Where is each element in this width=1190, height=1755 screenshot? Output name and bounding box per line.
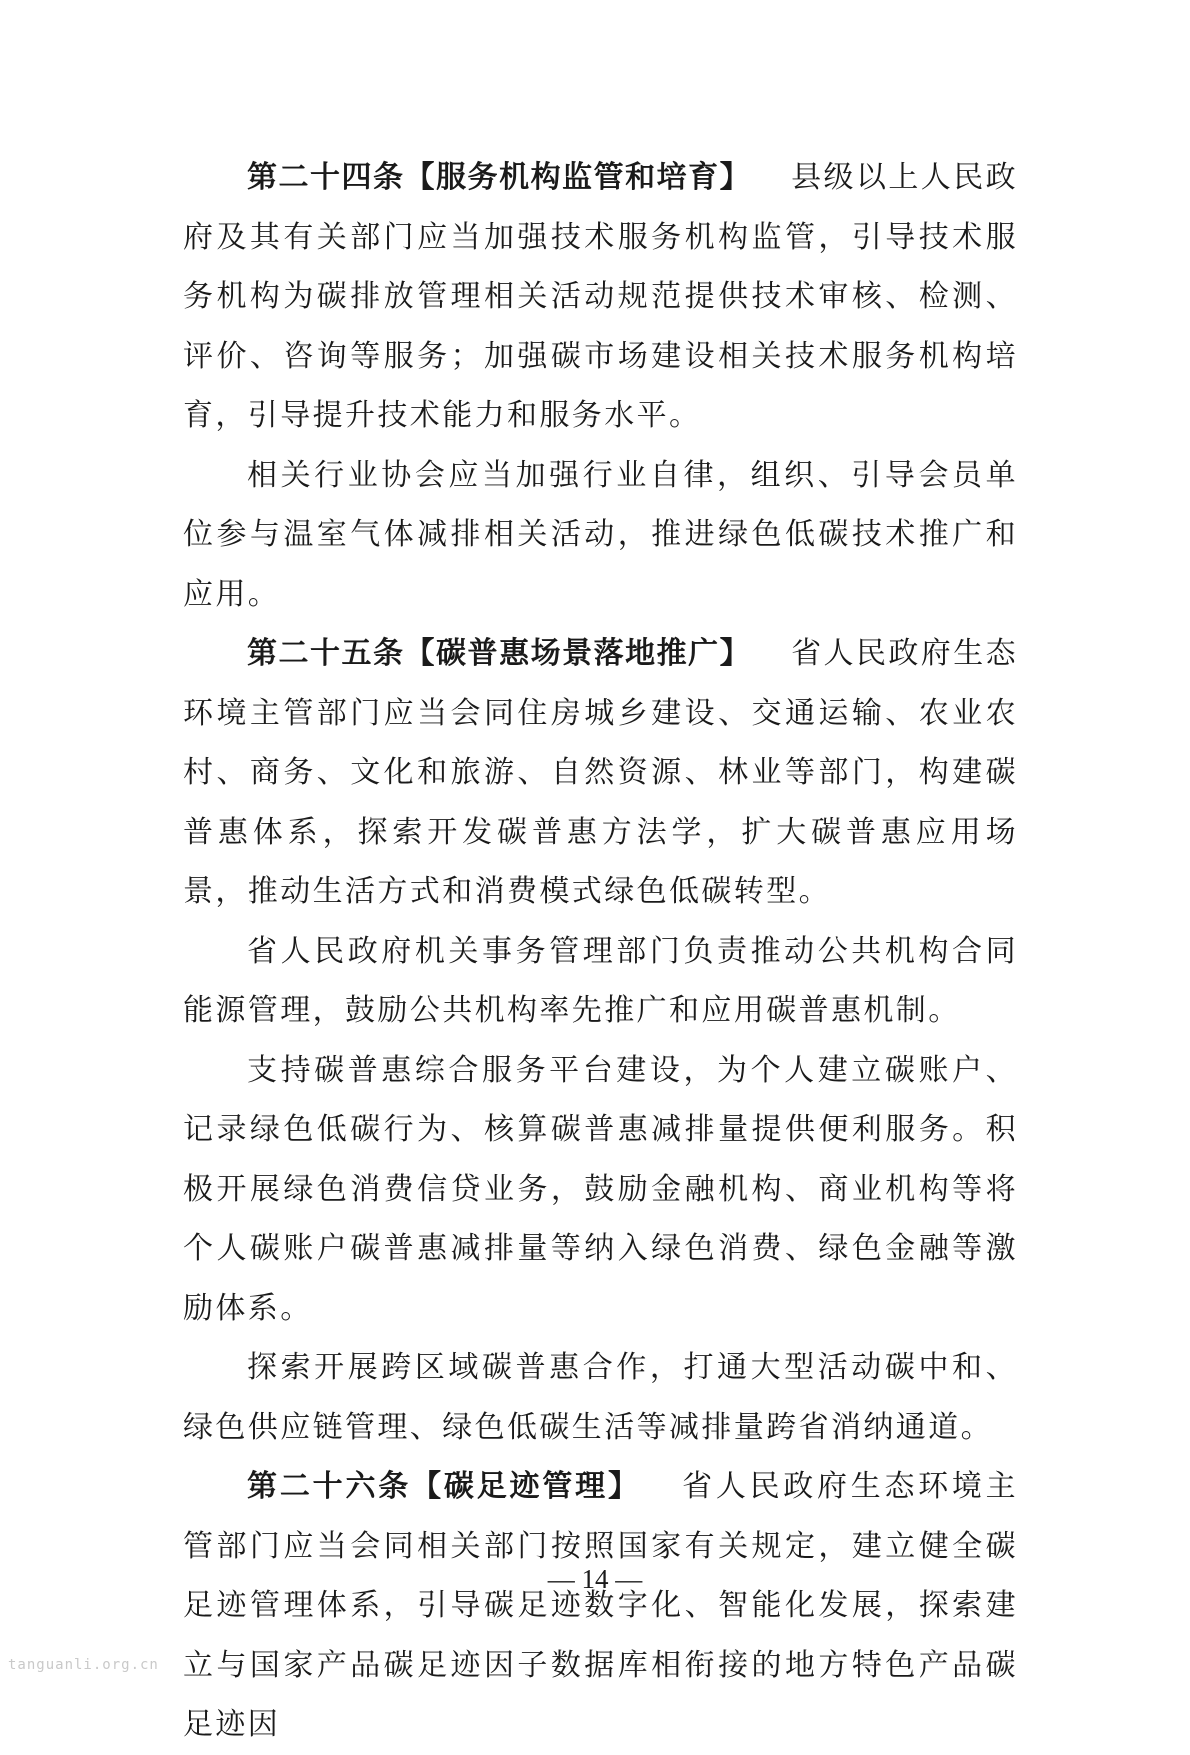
paragraph-industry-associations (183, 446, 1018, 625)
paragraph-public-institutions (183, 922, 1018, 1041)
article-25-heading: 第二十五条【碳普惠场景落地推广】 (247, 636, 752, 671)
article-26-text: 省人民政府生态环境主管部门应当会同相关部门按照国家有关规定，建立健全碳足迹管理体系，引导碳足迹数字化、智能化发展，探索建立与国家产品碳足迹因子数据库相衔接的地方特色产品碳足迹因 (183, 1469, 1019, 1742)
paragraph-text: 探索开展跨区域碳普惠合作，打通大型活动碳中和、绿色供应链管理、绿色低碳生活等减排量跨省消纳通道。 (183, 1350, 1018, 1445)
paragraph-text: 省人民政府机关事务管理部门负责推动公共机构合同能源管理，鼓励公共机构率先推广和应用碳普惠机制。 (183, 933, 1018, 1028)
article-25-paragraph (183, 624, 1018, 922)
article-24-text: 县级以上人民政府及其有关部门应当加强技术服务机构监管，引导技术服务机构为碳排放管理相关活动规范提供技术审核、检测、评价、咨询等服务；加强碳市场建设相关技术服务机构培育，引导提升技术能力和服务水平。 (183, 160, 1018, 433)
paragraph-service-platform (183, 1041, 1018, 1339)
paragraph-text: 支持碳普惠综合服务平台建设，为个人建立碳账户、记录绿色低碳行为、核算碳普惠减排量提供便利服务。积极开展绿色消费信贷业务，鼓励金融机构、商业机构等将个人碳账户碳普惠减排量等纳入绿色消费、绿色金融等激励体系。 (183, 1052, 1018, 1326)
page-number: — 14 — (547, 1564, 643, 1594)
document-body (183, 148, 1018, 1755)
article-24-paragraph (183, 148, 1018, 446)
article-24-heading: 第二十四条【服务机构监管和培育】 (247, 160, 752, 195)
article-25-text: 省人民政府生态环境主管部门应当会同住房城乡建设、交通运输、农业农村、商务、文化和旅游、自然资源、林业等部门，构建碳普惠体系，探索开发碳普惠方法学，扩大碳普惠应用场景，推动生活方式和消费模式绿色低碳转型。 (183, 636, 1018, 909)
article-26-paragraph (183, 1457, 1018, 1755)
article-26-heading: 第二十六条【碳足迹管理】 (247, 1469, 641, 1504)
watermark: tanguanli.org.cn (8, 1657, 159, 1673)
paragraph-cross-region (183, 1338, 1018, 1457)
paragraph-text: 相关行业协会应当加强行业自律，组织、引导会员单位参与温室气体减排相关活动，推进绿色低碳技术推广和应用。 (183, 457, 1018, 612)
